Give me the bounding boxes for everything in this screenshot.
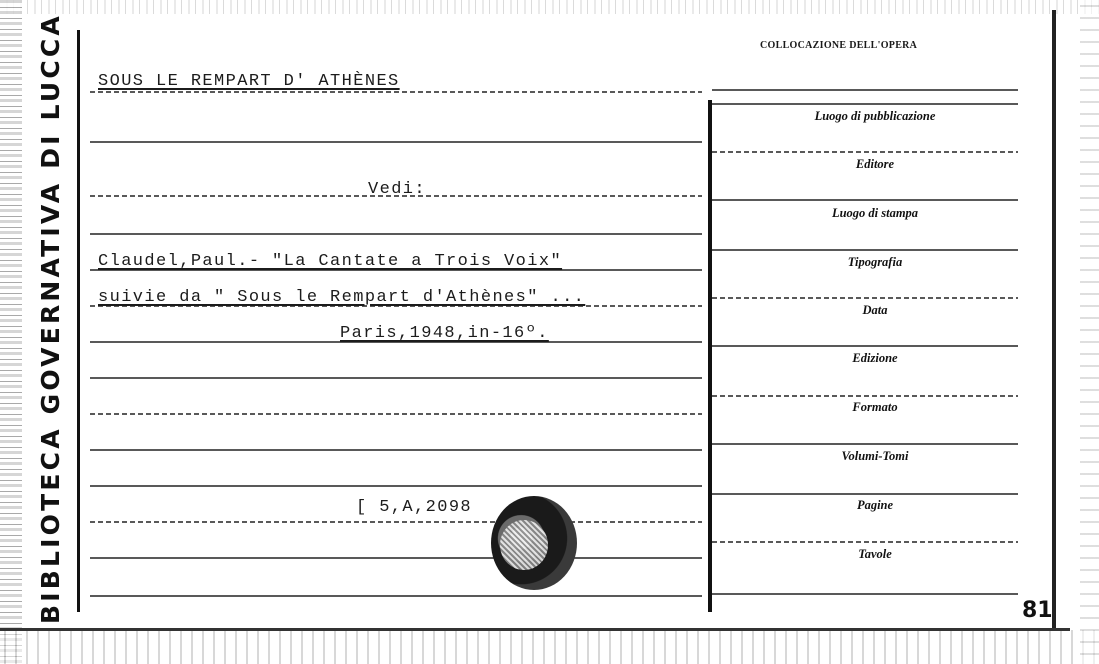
field-tavole: Tavole bbox=[858, 547, 892, 561]
collocazione-header: COLLOCAZIONE DELL'OPERA bbox=[760, 40, 918, 51]
right-vertical-rule bbox=[708, 100, 712, 612]
shelfmark: [ 5,A,2098 bbox=[356, 498, 473, 517]
title-heading: SOUS LE REMPART D' ATHÈNES bbox=[98, 72, 400, 91]
reference-line-1: Claudel,Paul.- "La Cantate a Trois Voix" bbox=[98, 252, 563, 271]
see-reference-label: Vedi: bbox=[368, 180, 427, 199]
library-name: BIBLIOTECA GOVERNATIVA DI LUCCA bbox=[35, 12, 65, 624]
field-pagine: Pagine bbox=[856, 498, 894, 512]
field-formato: Formato bbox=[852, 400, 898, 414]
field-luogo-pubblicazione: Luogo di pubblicazione bbox=[814, 109, 936, 123]
field-edizione: Edizione bbox=[852, 351, 898, 365]
field-data: Data bbox=[862, 303, 888, 317]
field-editore: Editore bbox=[855, 157, 895, 171]
field-tipografia: Tipografia bbox=[847, 255, 903, 269]
card-number: 81 bbox=[1022, 598, 1053, 623]
reference-line-2: suivie da " Sous le Rempart d'Athènes" ... bbox=[98, 288, 586, 307]
field-luogo-stampa: Luogo di stampa bbox=[831, 206, 919, 220]
field-volumi-tomi: Volumi-Tomi bbox=[841, 449, 909, 463]
library-stamp-inner bbox=[500, 520, 548, 570]
reference-line-3: Paris,1948,in-16º. bbox=[340, 324, 549, 343]
